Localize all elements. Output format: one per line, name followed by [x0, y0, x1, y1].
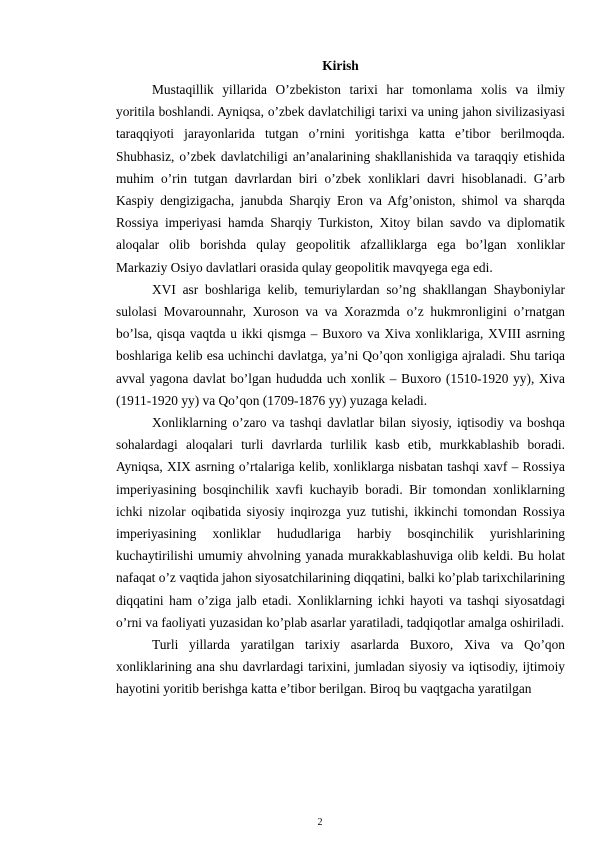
- page-title: Kirish: [322, 58, 359, 73]
- paragraph-2: XVI asr boshlariga kelib, temuriylardan so’ng shakllangan Shayboniylar sulolasi Movarounnahr, Xuroson va va Xorazmda o’z hukmronligini o’rnatgan bo’lsa, qisqa vaqtda u ikki qismga – Buxoro va Xiva xonliklariga, XVIII asrning boshlariga kelib esa uchinchi davlatga, ya’ni Qo’qon xonligiga ajraladi. Shu tariqa avval yagona davlat bo’lgan hududda uch xonlik – Buxoro (1510-1920 yy), Xiva (1911-1920 yy) va Qo’qon (1709-1876 yy) yuzaga keladi.: [116, 281, 565, 408]
- paragraph-1: Mustaqillik yillarida O’zbekiston tarixi har tomonlama xolis va ilmiy yoritila boshlandi. Ayniqsa, o’zbek davlatchiligi tarixi va uning jahon sivilizasiyasi taraqqiyoti jarayonlarida tutgan o’rnini yoritishga katta e’tibor berilmoqda. Shubhasiz, o’zbek davlatchiligi an’analarining shakllanishida va taraqqiy etishida muhim o’rin tutgan davrlardan biri o’zbek xonliklari davri hisoblanadi. G’arb Kaspiy dengizigacha, janubda Sharqiy Eron va Afg’oniston, shimol va sharqda Rossiya imperiyasi hamda Sharqiy Turkiston, Xitoy bilan savdo va diplomatik aloqalar olib borishda qulay geopolitik afzalliklarga ega bo’lgan xonliklar Markaziy Osiyo davlatlari orasida qulay geopolitik mavqyega ega edi.: [116, 82, 565, 275]
- page-number: 2: [317, 817, 323, 828]
- paragraph-4: Turli yillarda yaratilgan tarixiy asarlarda Buxoro, Xiva va Qo’qon xonliklarining ana shu davrlardagi tarixini, jumladan siyosiy va iqtisodiy, ijtimoiy hayotini yoritib berishga katta e’tibor berilgan. Biroq bu vaqtgacha yaratilgan: [116, 637, 565, 697]
- paragraph-3: Xonliklarning o’zaro va tashqi davlatlar bilan siyosiy, iqtisodiy va boshqa sohalardagi aloqalari turli davrlarda turlilik kasb etib, murkkablashib boradi. Ayniqsa, XIX asrning o’rtalariga kelib, xonliklarga nisbatan tashqi xavf – Rossiya imperiyasining bosqinchilik xavfi kuchayib boradi. Bir tomondan xonliklarning ichki nizolar oqibatida siyosiy inqirozga yuz tutishi, ikkinchi tomondan Rossiya imperiyasining xonliklar hududlariga harbiy bosqinchilik yurishlarining kuchaytirilishi umumiy ahvolning yanada murakkablashuviga olib keldi. Bu holat nafaqat o’z vaqtida jahon siyosatchilarining diqqatini, balki ko’plab tarixchilarining diqqatini ham o’ziga jalb etadi. Xonliklarning ichki hayoti va tashqi siyosatdagi o’rni va faoliyati yuzasidan ko’plab asarlar yaratiladi, tadqiqotlar amalga oshiriladi.: [116, 415, 565, 630]
